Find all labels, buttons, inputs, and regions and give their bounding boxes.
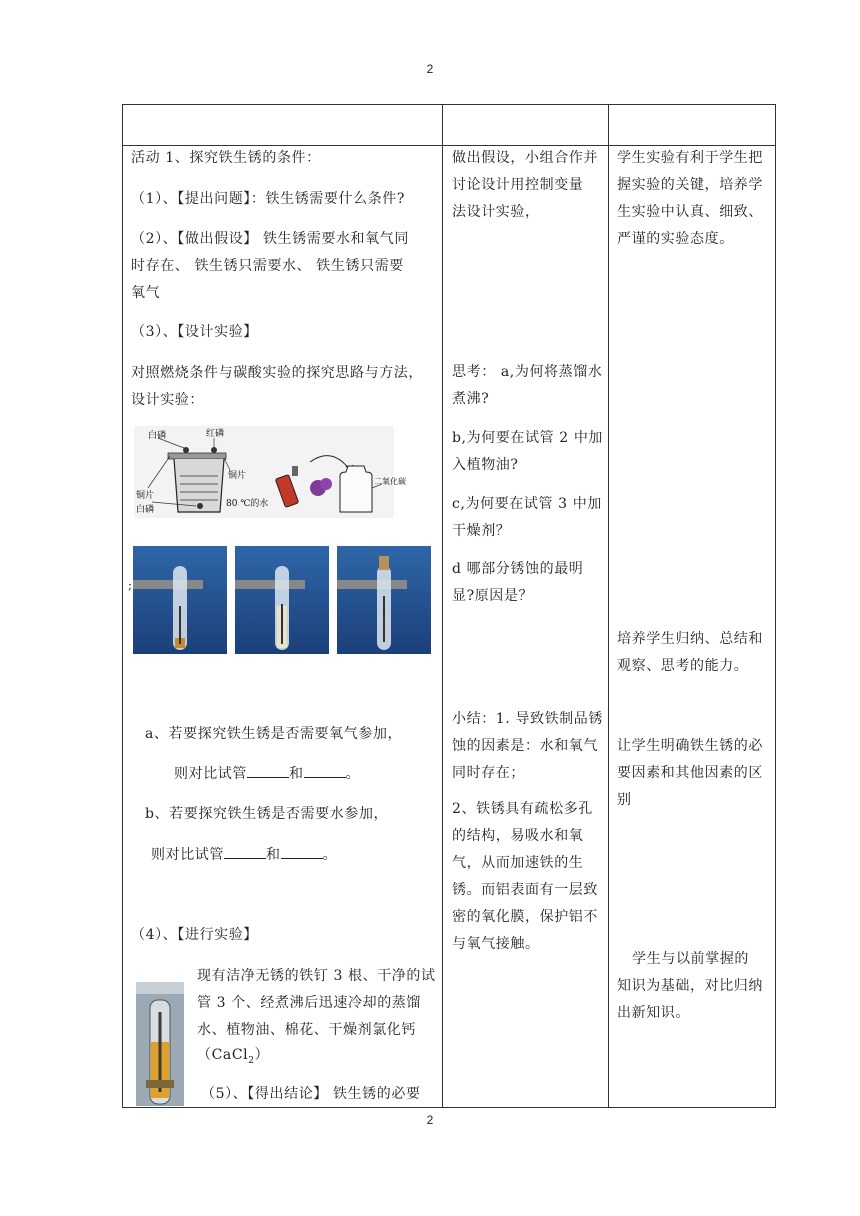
goal-4-line2: 知识为基础，对比归纳 [617,978,763,994]
materials-line2: 管 3 个、经煮沸后迅速冷却的蒸馏 [197,995,422,1011]
label-hot-water: 80 ℃的水 [226,499,269,509]
blank-b1[interactable] [224,844,266,859]
step-3-design: （3）、【设计实验】 [131,324,258,340]
summary-line1: 小结：1. 导致铁制品锈 [452,711,604,727]
materials-line1: 现有洁净无锈的铁钉 3 根、干净的试 [197,968,436,984]
goal-3-line1: 让学生明确铁生锈的必 [617,738,763,754]
step-2-line3: 氧气 [131,285,161,301]
compare-line1: 对照燃烧条件与碳酸实验的探究思路与方法， [131,365,423,381]
label-white-phosphorus-bottom: 白磷 [136,505,155,515]
summary-line2: 蚀的因素是：水和氧气 [452,738,598,754]
goal-3-line2: 要因素和其他因素的区 [617,765,763,781]
activity-title: 活动 1、探究铁生锈的条件： [131,150,321,166]
column-divider-1 [442,105,443,1107]
stray-semicolon: ; [128,578,133,592]
page-number-bottom: 2 [426,1113,434,1127]
hypothesis-line2: 讨论设计用控制变量 [452,177,584,193]
blank-a2[interactable] [304,763,346,778]
goal-4-line1: 学生与以前掌握的 [617,951,749,967]
goal-1-line3: 生实验中认真、细致、 [617,204,763,220]
goal-3-line3: 别 [617,792,632,808]
step-5-conclusion: （5）、【得出结论】 铁生锈的必要 [201,1086,421,1102]
goal-2-line1: 培养学生归纳、总结和 [617,631,763,647]
rust-line1: 2、铁锈具有疏松多孔 [452,801,593,817]
rust-line6: 与氧气接触。 [452,936,540,952]
goal-1-line1: 学生实验有利于学生把 [617,150,763,166]
question-b: b、若要探究铁生锈是否需要水参加， [145,806,389,822]
rust-line4: 锈。而铝表面有一层致 [452,882,598,898]
nail-tube-photo [136,982,184,1106]
think-a-line2: 煮沸? [452,391,490,407]
goal-4-line3: 出新知识。 [617,1005,690,1021]
blank-a1[interactable] [247,763,289,778]
hypothesis-line3: 法设计实验， [452,204,540,220]
label-co2: 二氧化碳 [374,477,406,486]
label-red-phosphorus: 红磷 [206,429,225,439]
think-a-line1: 思考： a,为何将蒸馏水 [452,364,603,380]
rust-line5: 密的氧化膜，保护铝不 [452,909,598,925]
think-b-line2: 入植物油? [452,457,519,473]
step-4-experiment: （4）、【进行实验】 [131,927,258,943]
question-a-compare: 则对比试管 和 。 [174,761,360,788]
materials-line4: （CaCl$_2$） [197,1047,270,1066]
question-a: a、若要探究铁生锈是否需要氧气参加， [145,726,403,742]
goal-1-line4: 严谨的实验态度。 [617,231,734,247]
goal-1-line2: 握实验的关键，培养学 [617,177,763,193]
rust-line3: 气，从而加速铁的生 [452,855,584,871]
think-b-line1: b,为何要在试管 2 中加 [452,430,604,446]
think-d-line2: 显?原因是？ [452,588,534,604]
step-1-question: （1）、【提出问题】：铁生锈需要什么条件? [131,191,406,207]
step-2-line2: 时存在、 铁生锈只需要水、 铁生锈只需要 [131,258,404,274]
label-copper-left: 铜片 [136,491,155,501]
test-tube-photos [133,546,431,654]
think-c-line1: c,为何要在试管 3 中加 [452,496,602,512]
think-c-line2: 干燥剂？ [452,523,511,539]
summary-line3: 同时存在； [452,765,525,781]
blank-b2[interactable] [281,844,323,859]
think-d-line1: d 哪部分锈蚀的最明 [452,561,584,577]
compare-line2: 设计实验： [131,392,204,408]
step-2-line1: （2）、【做出假设】 铁生锈需要水和氧气同 [131,231,409,247]
page-number-top: 2 [426,62,434,76]
label-white-phosphorus-top: 白磷 [148,431,167,441]
goal-2-line2: 观察、思考的能力。 [617,658,749,674]
combustion-apparatus-figure [134,426,406,518]
materials-line3: 水、植物油、棉花、干燥剂氯化钙 [197,1022,416,1038]
column-divider-2 [608,105,609,1107]
question-b-compare: 则对比试管 和 。 [151,842,337,869]
rust-line2: 的结构，易吸水和氧 [452,828,584,844]
hypothesis-line1: 做出假设，小组合作并 [452,150,598,166]
label-copper-right: 铜片 [228,471,247,481]
